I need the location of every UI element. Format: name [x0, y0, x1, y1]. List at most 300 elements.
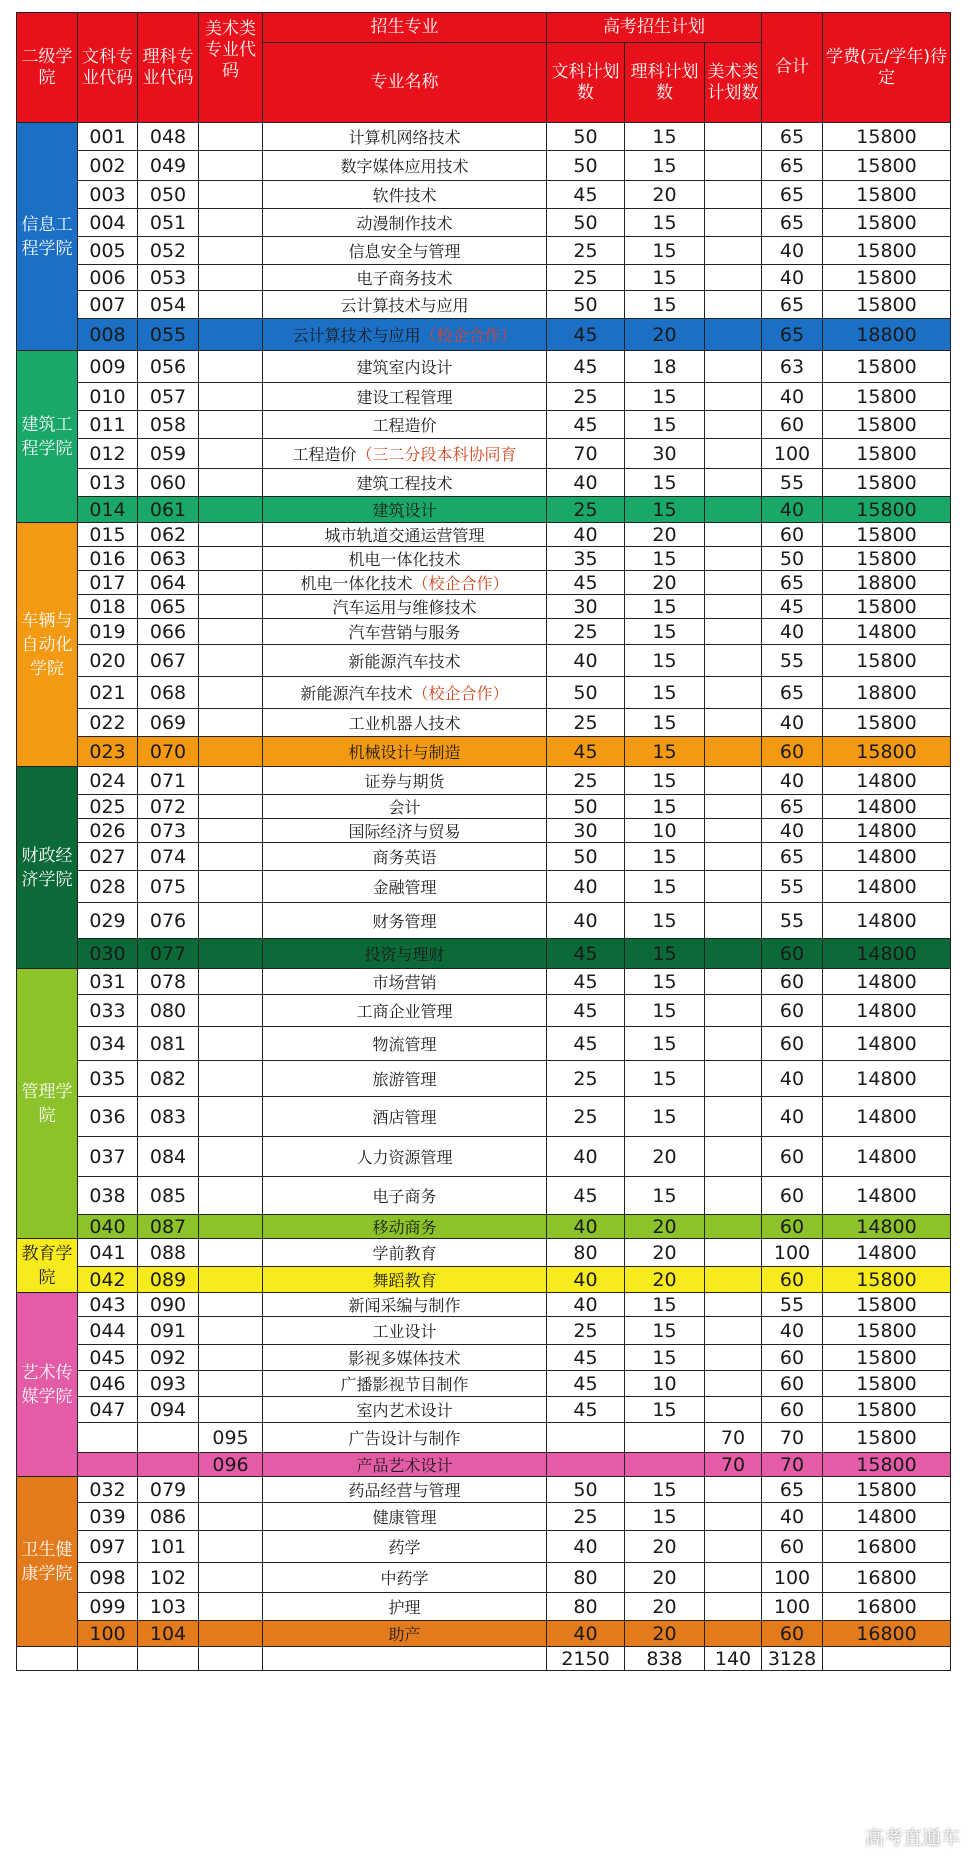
li-code: 086 — [138, 1503, 199, 1531]
wen-code: 008 — [78, 319, 138, 351]
major-name: 影视多媒体技术 — [348, 1349, 461, 1368]
wen-code: 005 — [78, 237, 138, 265]
art-code — [199, 497, 263, 523]
wen-plan: 25 — [547, 767, 625, 795]
major-name-cell — [263, 843, 547, 871]
total: 60 — [762, 1371, 823, 1397]
major-name-cell — [263, 547, 547, 571]
total: 40 — [762, 497, 823, 523]
art-plan — [705, 265, 762, 291]
wen-plan: 45 — [547, 969, 625, 995]
total: 65 — [762, 181, 823, 209]
fee: 14800 — [823, 1097, 951, 1137]
fee: 15800 — [823, 547, 951, 571]
fee: 15800 — [823, 1477, 951, 1503]
art-plan — [705, 1177, 762, 1215]
li-code: 055 — [138, 319, 199, 351]
wen-code: 011 — [78, 411, 138, 439]
major-name: 人力资源管理 — [356, 1148, 453, 1167]
total: 65 — [762, 1477, 823, 1503]
major-name: 新能源汽车技术 — [300, 684, 413, 703]
major-name: 会计 — [388, 798, 421, 817]
li-plan: 15 — [625, 151, 705, 181]
dept-name: 艺术传媒学院 — [17, 1293, 78, 1477]
wen-plan: 45 — [547, 939, 625, 969]
table-row — [17, 1593, 951, 1621]
table-row — [17, 969, 951, 995]
fee: 15800 — [823, 237, 951, 265]
art-code — [199, 383, 263, 411]
li-plan: 15 — [625, 619, 705, 645]
total: 65 — [762, 291, 823, 319]
table-row — [17, 1397, 951, 1423]
wen-plan: 25 — [547, 619, 625, 645]
total: 65 — [762, 209, 823, 237]
fee: 18800 — [823, 319, 951, 351]
table-row — [17, 995, 951, 1027]
table-row — [17, 1477, 951, 1503]
table-row — [17, 319, 951, 351]
art-code: 095 — [199, 1423, 263, 1453]
fee: 15800 — [823, 265, 951, 291]
major-name: 酒店管理 — [372, 1108, 437, 1127]
art-code — [199, 1531, 263, 1563]
wen-plan: 40 — [547, 871, 625, 903]
table-row — [17, 1177, 951, 1215]
major-name-cell — [263, 709, 547, 737]
dept-name: 卫生健康学院 — [17, 1477, 78, 1647]
major-name: 汽车运用与维修技术 — [332, 598, 477, 617]
fee: 15800 — [823, 1293, 951, 1317]
wen-code: 023 — [78, 737, 138, 767]
table-row — [17, 1137, 951, 1177]
major-name-cell — [263, 903, 547, 939]
art-plan — [705, 1097, 762, 1137]
header-fee: 学费(元/学年)待定 — [823, 13, 951, 123]
wen-plan: 70 — [547, 439, 625, 469]
wen-plan: 45 — [547, 319, 625, 351]
table-row — [17, 439, 951, 469]
li-plan: 15 — [625, 903, 705, 939]
total: 60 — [762, 1137, 823, 1177]
art-plan — [705, 497, 762, 523]
li-code: 068 — [138, 677, 199, 709]
art-code — [199, 595, 263, 619]
table-row — [17, 1215, 951, 1239]
li-code: 087 — [138, 1215, 199, 1239]
li-code: 065 — [138, 595, 199, 619]
art-plan — [705, 291, 762, 319]
major-name-cell — [263, 1345, 547, 1371]
major-name-cell — [263, 1477, 547, 1503]
li-code: 083 — [138, 1097, 199, 1137]
wen-code: 020 — [78, 645, 138, 677]
li-code: 066 — [138, 619, 199, 645]
major-name-cell — [263, 1531, 547, 1563]
wen-plan: 30 — [547, 595, 625, 619]
table-header — [17, 13, 951, 123]
li-plan: 30 — [625, 439, 705, 469]
li-code: 072 — [138, 795, 199, 819]
art-code — [199, 265, 263, 291]
total: 60 — [762, 1215, 823, 1239]
art-code — [199, 237, 263, 265]
total: 55 — [762, 871, 823, 903]
major-name: 广告设计与制作 — [348, 1429, 461, 1448]
major-name: 投资与理财 — [364, 945, 445, 964]
fee: 14800 — [823, 871, 951, 903]
li-plan: 15 — [625, 123, 705, 151]
major-name: 证券与期货 — [364, 772, 445, 791]
art-plan — [705, 1293, 762, 1317]
major-note: （校企合作） — [420, 326, 517, 345]
wen-code: 014 — [78, 497, 138, 523]
art-code: 096 — [199, 1453, 263, 1477]
major-name-cell — [263, 795, 547, 819]
li-plan: 10 — [625, 819, 705, 843]
li-plan: 20 — [625, 319, 705, 351]
table-row — [17, 1503, 951, 1531]
total: 70 — [762, 1423, 823, 1453]
major-name-cell — [263, 1503, 547, 1531]
wen-code: 026 — [78, 819, 138, 843]
major-name-cell — [263, 523, 547, 547]
major-name-cell — [263, 151, 547, 181]
li-plan: 15 — [625, 1061, 705, 1097]
major-name: 电子商务技术 — [356, 269, 453, 288]
wen-code — [78, 1453, 138, 1477]
table-row — [17, 843, 951, 871]
header-major-name: 专业名称 — [263, 43, 547, 123]
header-li-code: 理科专业代码 — [138, 13, 199, 123]
major-name: 云计算技术与应用 — [340, 296, 469, 315]
major-name: 助产 — [388, 1625, 421, 1644]
major-name: 中药学 — [380, 1569, 429, 1588]
major-name-cell — [263, 291, 547, 319]
wen-code: 033 — [78, 995, 138, 1027]
wen-plan: 40 — [547, 469, 625, 497]
dept-name: 信息工程学院 — [17, 123, 78, 351]
li-plan: 15 — [625, 737, 705, 767]
enrollment-plan-table — [16, 12, 951, 1671]
table-row — [17, 1423, 951, 1453]
major-name: 新闻采编与制作 — [348, 1296, 461, 1315]
li-code: 085 — [138, 1177, 199, 1215]
wen-code: 099 — [78, 1593, 138, 1621]
li-code: 052 — [138, 237, 199, 265]
major-name: 机械设计与制造 — [348, 743, 461, 762]
table-row — [17, 1531, 951, 1563]
table-row — [17, 181, 951, 209]
wen-code: 044 — [78, 1317, 138, 1345]
art-code — [199, 1477, 263, 1503]
li-code: 053 — [138, 265, 199, 291]
art-plan — [705, 795, 762, 819]
major-name-cell — [263, 351, 547, 383]
wen-code: 002 — [78, 151, 138, 181]
art-plan — [705, 209, 762, 237]
table-row — [17, 151, 951, 181]
wen-code: 042 — [78, 1267, 138, 1293]
table-row — [17, 1371, 951, 1397]
fee: 14800 — [823, 969, 951, 995]
major-name: 城市轨道交通运营管理 — [324, 526, 485, 545]
table-row — [17, 1293, 951, 1317]
li-code: 082 — [138, 1061, 199, 1097]
art-code — [199, 645, 263, 677]
major-name-cell — [263, 995, 547, 1027]
li-plan: 20 — [625, 1239, 705, 1267]
wen-code: 027 — [78, 843, 138, 871]
li-code: 092 — [138, 1345, 199, 1371]
major-name-cell — [263, 1097, 547, 1137]
header-plan-group: 高考招生计划 — [547, 13, 762, 43]
art-plan — [705, 411, 762, 439]
table-row — [17, 547, 951, 571]
li-plan: 15 — [625, 411, 705, 439]
table-row — [17, 645, 951, 677]
li-code: 101 — [138, 1531, 199, 1563]
li-plan: 20 — [625, 1531, 705, 1563]
li-plan: 15 — [625, 767, 705, 795]
total: 60 — [762, 1531, 823, 1563]
wen-code: 031 — [78, 969, 138, 995]
wen-plan: 40 — [547, 1531, 625, 1563]
li-plan: 15 — [625, 843, 705, 871]
li-plan: 20 — [625, 1563, 705, 1593]
major-name-cell — [263, 123, 547, 151]
table-row — [17, 291, 951, 319]
fee: 15800 — [823, 737, 951, 767]
li-plan: 15 — [625, 547, 705, 571]
total: 65 — [762, 151, 823, 181]
total: 40 — [762, 265, 823, 291]
wen-plan: 40 — [547, 1621, 625, 1647]
art-plan — [705, 939, 762, 969]
fee: 15800 — [823, 497, 951, 523]
total: 40 — [762, 1061, 823, 1097]
art-plan — [705, 1267, 762, 1293]
li-code: 056 — [138, 351, 199, 383]
li-plan: 15 — [625, 265, 705, 291]
wen-plan: 45 — [547, 995, 625, 1027]
major-name: 国际经济与贸易 — [348, 822, 461, 841]
fee: 14800 — [823, 767, 951, 795]
major-name-cell — [263, 969, 547, 995]
major-name-cell — [263, 1397, 547, 1423]
total: 70 — [762, 1453, 823, 1477]
dept-name: 车辆与自动化学院 — [17, 523, 78, 767]
major-name-cell — [263, 1027, 547, 1061]
fee: 14800 — [823, 1177, 951, 1215]
li-code: 070 — [138, 737, 199, 767]
li-code: 091 — [138, 1317, 199, 1345]
wen-code: 047 — [78, 1397, 138, 1423]
wen-plan: 45 — [547, 737, 625, 767]
table-row — [17, 871, 951, 903]
art-plan — [705, 1061, 762, 1097]
major-name-cell — [263, 819, 547, 843]
total-wen-plan: 2150 — [547, 1647, 625, 1671]
wen-plan: 35 — [547, 547, 625, 571]
wen-code: 019 — [78, 619, 138, 645]
total: 40 — [762, 709, 823, 737]
li-code — [138, 1423, 199, 1453]
major-name: 动漫制作技术 — [356, 214, 453, 233]
art-plan — [705, 351, 762, 383]
art-code — [199, 737, 263, 767]
major-name-cell — [263, 1621, 547, 1647]
art-plan — [705, 181, 762, 209]
fee: 15800 — [823, 1423, 951, 1453]
wen-code: 030 — [78, 939, 138, 969]
wen-plan: 45 — [547, 1345, 625, 1371]
art-code — [199, 1097, 263, 1137]
art-plan — [705, 1345, 762, 1371]
art-code — [199, 1293, 263, 1317]
wen-plan: 25 — [547, 383, 625, 411]
fee: 14800 — [823, 1061, 951, 1097]
art-plan — [705, 547, 762, 571]
wen-plan: 45 — [547, 1177, 625, 1215]
table-row — [17, 595, 951, 619]
li-plan: 20 — [625, 1215, 705, 1239]
art-code — [199, 619, 263, 645]
fee: 15800 — [823, 1453, 951, 1477]
wen-code: 007 — [78, 291, 138, 319]
major-name: 移动商务 — [372, 1218, 437, 1237]
art-code — [199, 469, 263, 497]
total: 60 — [762, 1267, 823, 1293]
total: 65 — [762, 571, 823, 595]
li-code: 060 — [138, 469, 199, 497]
major-name: 建设工程管理 — [356, 388, 453, 407]
major-name-cell — [263, 1453, 547, 1477]
li-code: 058 — [138, 411, 199, 439]
li-plan: 15 — [625, 969, 705, 995]
fee: 14800 — [823, 1137, 951, 1177]
total: 63 — [762, 351, 823, 383]
art-plan: 70 — [705, 1453, 762, 1477]
li-code: 048 — [138, 123, 199, 151]
wen-code: 035 — [78, 1061, 138, 1097]
li-code: 061 — [138, 497, 199, 523]
total: 100 — [762, 1563, 823, 1593]
major-name-cell — [263, 209, 547, 237]
fee: 15800 — [823, 645, 951, 677]
art-plan — [705, 571, 762, 595]
art-plan — [705, 595, 762, 619]
li-plan — [625, 1453, 705, 1477]
total: 60 — [762, 411, 823, 439]
major-name-cell — [263, 237, 547, 265]
total-art-plan: 140 — [705, 1647, 762, 1671]
art-code — [199, 411, 263, 439]
table-row — [17, 677, 951, 709]
art-plan — [705, 1027, 762, 1061]
total: 40 — [762, 1097, 823, 1137]
total: 60 — [762, 1027, 823, 1061]
wen-plan: 80 — [547, 1563, 625, 1593]
table-row — [17, 351, 951, 383]
major-name-cell — [263, 1177, 547, 1215]
major-name-cell — [263, 1317, 547, 1345]
major-name: 工业机器人技术 — [348, 714, 461, 733]
total: 40 — [762, 1317, 823, 1345]
wen-code: 100 — [78, 1621, 138, 1647]
total: 45 — [762, 595, 823, 619]
art-plan — [705, 319, 762, 351]
major-name-cell — [263, 645, 547, 677]
li-plan: 15 — [625, 595, 705, 619]
fee: 15800 — [823, 181, 951, 209]
header-major-group: 招生专业 — [263, 13, 547, 43]
major-name-cell — [263, 939, 547, 969]
major-name-cell — [263, 181, 547, 209]
major-name-cell — [263, 619, 547, 645]
total: 60 — [762, 995, 823, 1027]
fee: 15800 — [823, 383, 951, 411]
major-name-cell — [263, 265, 547, 291]
total: 100 — [762, 1593, 823, 1621]
header-wen-code: 文科专业代码 — [78, 13, 138, 123]
major-name: 新能源汽车技术 — [348, 652, 461, 671]
major-name-cell — [263, 677, 547, 709]
major-name: 舞蹈教育 — [372, 1271, 437, 1290]
wen-plan: 50 — [547, 843, 625, 871]
art-plan — [705, 1137, 762, 1177]
fee: 15800 — [823, 469, 951, 497]
fee: 14800 — [823, 619, 951, 645]
li-code: 054 — [138, 291, 199, 319]
fee: 15800 — [823, 1397, 951, 1423]
major-name: 汽车营销与服务 — [348, 623, 461, 642]
li-code: 093 — [138, 1371, 199, 1397]
wen-code: 040 — [78, 1215, 138, 1239]
art-code — [199, 1267, 263, 1293]
fee: 14800 — [823, 939, 951, 969]
total: 100 — [762, 1239, 823, 1267]
wen-plan: 25 — [547, 1061, 625, 1097]
art-plan — [705, 237, 762, 265]
wen-code — [78, 1423, 138, 1453]
wen-code: 018 — [78, 595, 138, 619]
fee: 15800 — [823, 209, 951, 237]
wen-plan: 45 — [547, 411, 625, 439]
art-code — [199, 903, 263, 939]
table-row — [17, 619, 951, 645]
total: 55 — [762, 645, 823, 677]
fee: 14800 — [823, 1215, 951, 1239]
table-footer — [17, 1647, 951, 1671]
wen-plan: 45 — [547, 1397, 625, 1423]
art-code — [199, 969, 263, 995]
major-name: 建筑室内设计 — [356, 358, 453, 377]
li-plan: 20 — [625, 181, 705, 209]
major-name: 数字媒体应用技术 — [340, 157, 469, 176]
major-name-cell — [263, 383, 547, 411]
art-plan — [705, 1563, 762, 1593]
art-code — [199, 523, 263, 547]
art-code — [199, 209, 263, 237]
major-name: 室内艺术设计 — [356, 1401, 453, 1420]
art-code — [199, 1397, 263, 1423]
total: 40 — [762, 619, 823, 645]
li-code: 063 — [138, 547, 199, 571]
dept-name: 教育学院 — [17, 1239, 78, 1293]
fee: 15800 — [823, 1345, 951, 1371]
li-plan: 15 — [625, 1477, 705, 1503]
